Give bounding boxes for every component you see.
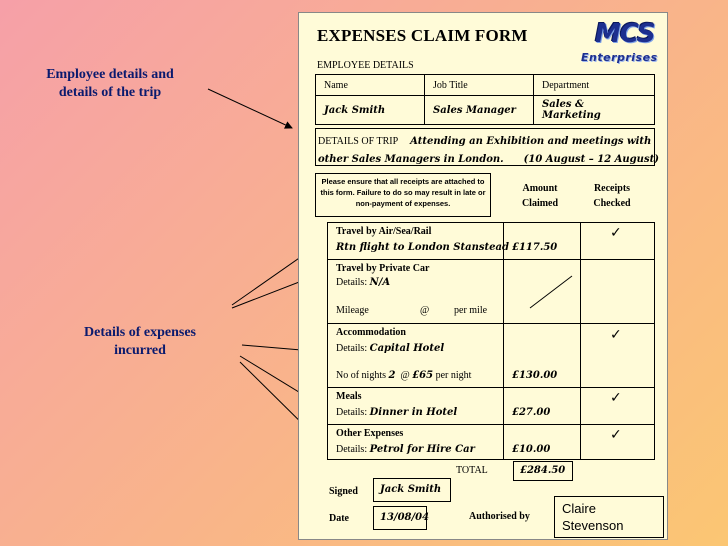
- signed-box: [373, 478, 451, 502]
- travel-title: Travel by Air/Sea/Rail: [336, 226, 432, 237]
- car-detail: N/A: [369, 277, 391, 288]
- other-amount: £10.00: [512, 444, 551, 455]
- authorised-line1: Claire: [562, 501, 596, 516]
- car-at-symbol: @: [420, 305, 430, 316]
- employee-table: [315, 74, 655, 125]
- meals-title: Meals: [336, 391, 362, 402]
- employee-value-row: [316, 96, 655, 125]
- callout-expenses-line2: incurred: [114, 343, 166, 358]
- accommodation-rate: £65: [412, 370, 434, 381]
- other-check-icon: ✓: [610, 427, 622, 443]
- other-title: Other Expenses: [336, 428, 404, 439]
- logo-mcs-text: MCS: [595, 19, 655, 49]
- expense-row-meals: [328, 388, 654, 425]
- other-detail: Petrol for Hire Car: [369, 444, 475, 455]
- accommodation-details-label: Details:: [336, 343, 368, 354]
- meals-details-label: Details:: [336, 407, 368, 418]
- accommodation-check-icon: ✓: [610, 327, 622, 343]
- travel-amount: £117.50: [512, 242, 558, 253]
- total-label: TOTAL: [456, 465, 488, 476]
- expenses-table: [327, 222, 655, 460]
- arrow-employee: [208, 89, 292, 128]
- employee-job-title-value: Sales Manager: [425, 96, 534, 125]
- accommodation-nights: 2: [388, 370, 396, 381]
- header-department: Department: [534, 75, 655, 96]
- logo-enterprises-text: Enterprises: [581, 51, 658, 64]
- car-per-mile-label: per mile: [454, 305, 488, 316]
- accommodation-detail: Capital Hotel: [369, 343, 445, 354]
- trip-description-line2: other Sales Managers in London.: [318, 154, 504, 165]
- callout-employee-line2: details of the trip: [58, 85, 162, 100]
- employee-details-label: EMPLOYEE DETAILS: [317, 60, 414, 71]
- column-receipts-checked: Receipts Checked: [593, 183, 631, 209]
- authorised-box: [554, 496, 664, 538]
- travel-check-icon: ✓: [610, 225, 622, 241]
- employee-header-row: [316, 75, 655, 96]
- accommodation-at-symbol: @: [400, 370, 410, 381]
- company-logo: [581, 19, 665, 75]
- meals-check-icon: ✓: [610, 390, 622, 406]
- column-amount-claimed: Amount Claimed: [521, 183, 559, 209]
- expense-row-travel: [328, 223, 654, 260]
- accommodation-amount: £130.00: [512, 370, 558, 381]
- signed-value: Jack Smith: [380, 484, 442, 495]
- expense-row-car: [328, 260, 654, 324]
- accommodation-nights-label: No of nights: [336, 370, 386, 381]
- accommodation-title: Accommodation: [336, 327, 406, 338]
- callout-employee-line1: Employee details and: [46, 67, 174, 82]
- form-title: EXPENSES CLAIM FORM: [317, 26, 528, 45]
- meals-detail: Dinner in Hotel: [369, 407, 458, 418]
- accommodation-per-night-label: per night: [435, 370, 472, 381]
- expense-row-other: [328, 425, 654, 459]
- travel-detail: Rtn flight to London Stanstead: [336, 242, 509, 253]
- car-title: Travel by Private Car: [336, 263, 430, 274]
- header-job-title: Job Title: [425, 75, 534, 96]
- trip-description-line1: Attending an Exhibition and meetings with: [410, 136, 652, 147]
- authorised-label: Authorised by: [469, 511, 530, 522]
- callout-expenses-line1: Details of expenses: [84, 325, 196, 340]
- receipts-notice: Please ensure that all receipts are attached to this form. Failure to do so may result in late or non-payment of expenses.: [315, 173, 491, 217]
- expenses-claim-form: [298, 12, 668, 540]
- date-label: Date: [329, 513, 349, 524]
- employee-department-value: Sales & Marketing: [534, 96, 655, 125]
- total-value: £284.50: [520, 465, 566, 476]
- employee-name-value: Jack Smith: [316, 96, 425, 125]
- date-value: 13/08/04: [380, 512, 430, 523]
- other-details-label: Details:: [336, 444, 368, 455]
- callout-employee: [28, 66, 192, 102]
- total-box: [513, 461, 573, 481]
- callout-expenses: [62, 324, 218, 360]
- not-applicable-strike-icon: [526, 270, 576, 312]
- date-box: [373, 506, 430, 530]
- car-details-label: Details:: [336, 277, 368, 288]
- header-name: Name: [316, 75, 425, 96]
- meals-amount: £27.00: [512, 407, 551, 418]
- trip-details-box: [315, 128, 659, 166]
- authorised-line2: Stevenson: [562, 518, 624, 533]
- trip-label: DETAILS OF TRIP: [318, 136, 399, 147]
- expense-row-accommodation: [328, 324, 654, 388]
- car-mileage-label: Mileage: [336, 305, 369, 316]
- trip-dates: (10 August – 12 August): [523, 154, 659, 165]
- signed-label: Signed: [329, 486, 358, 497]
